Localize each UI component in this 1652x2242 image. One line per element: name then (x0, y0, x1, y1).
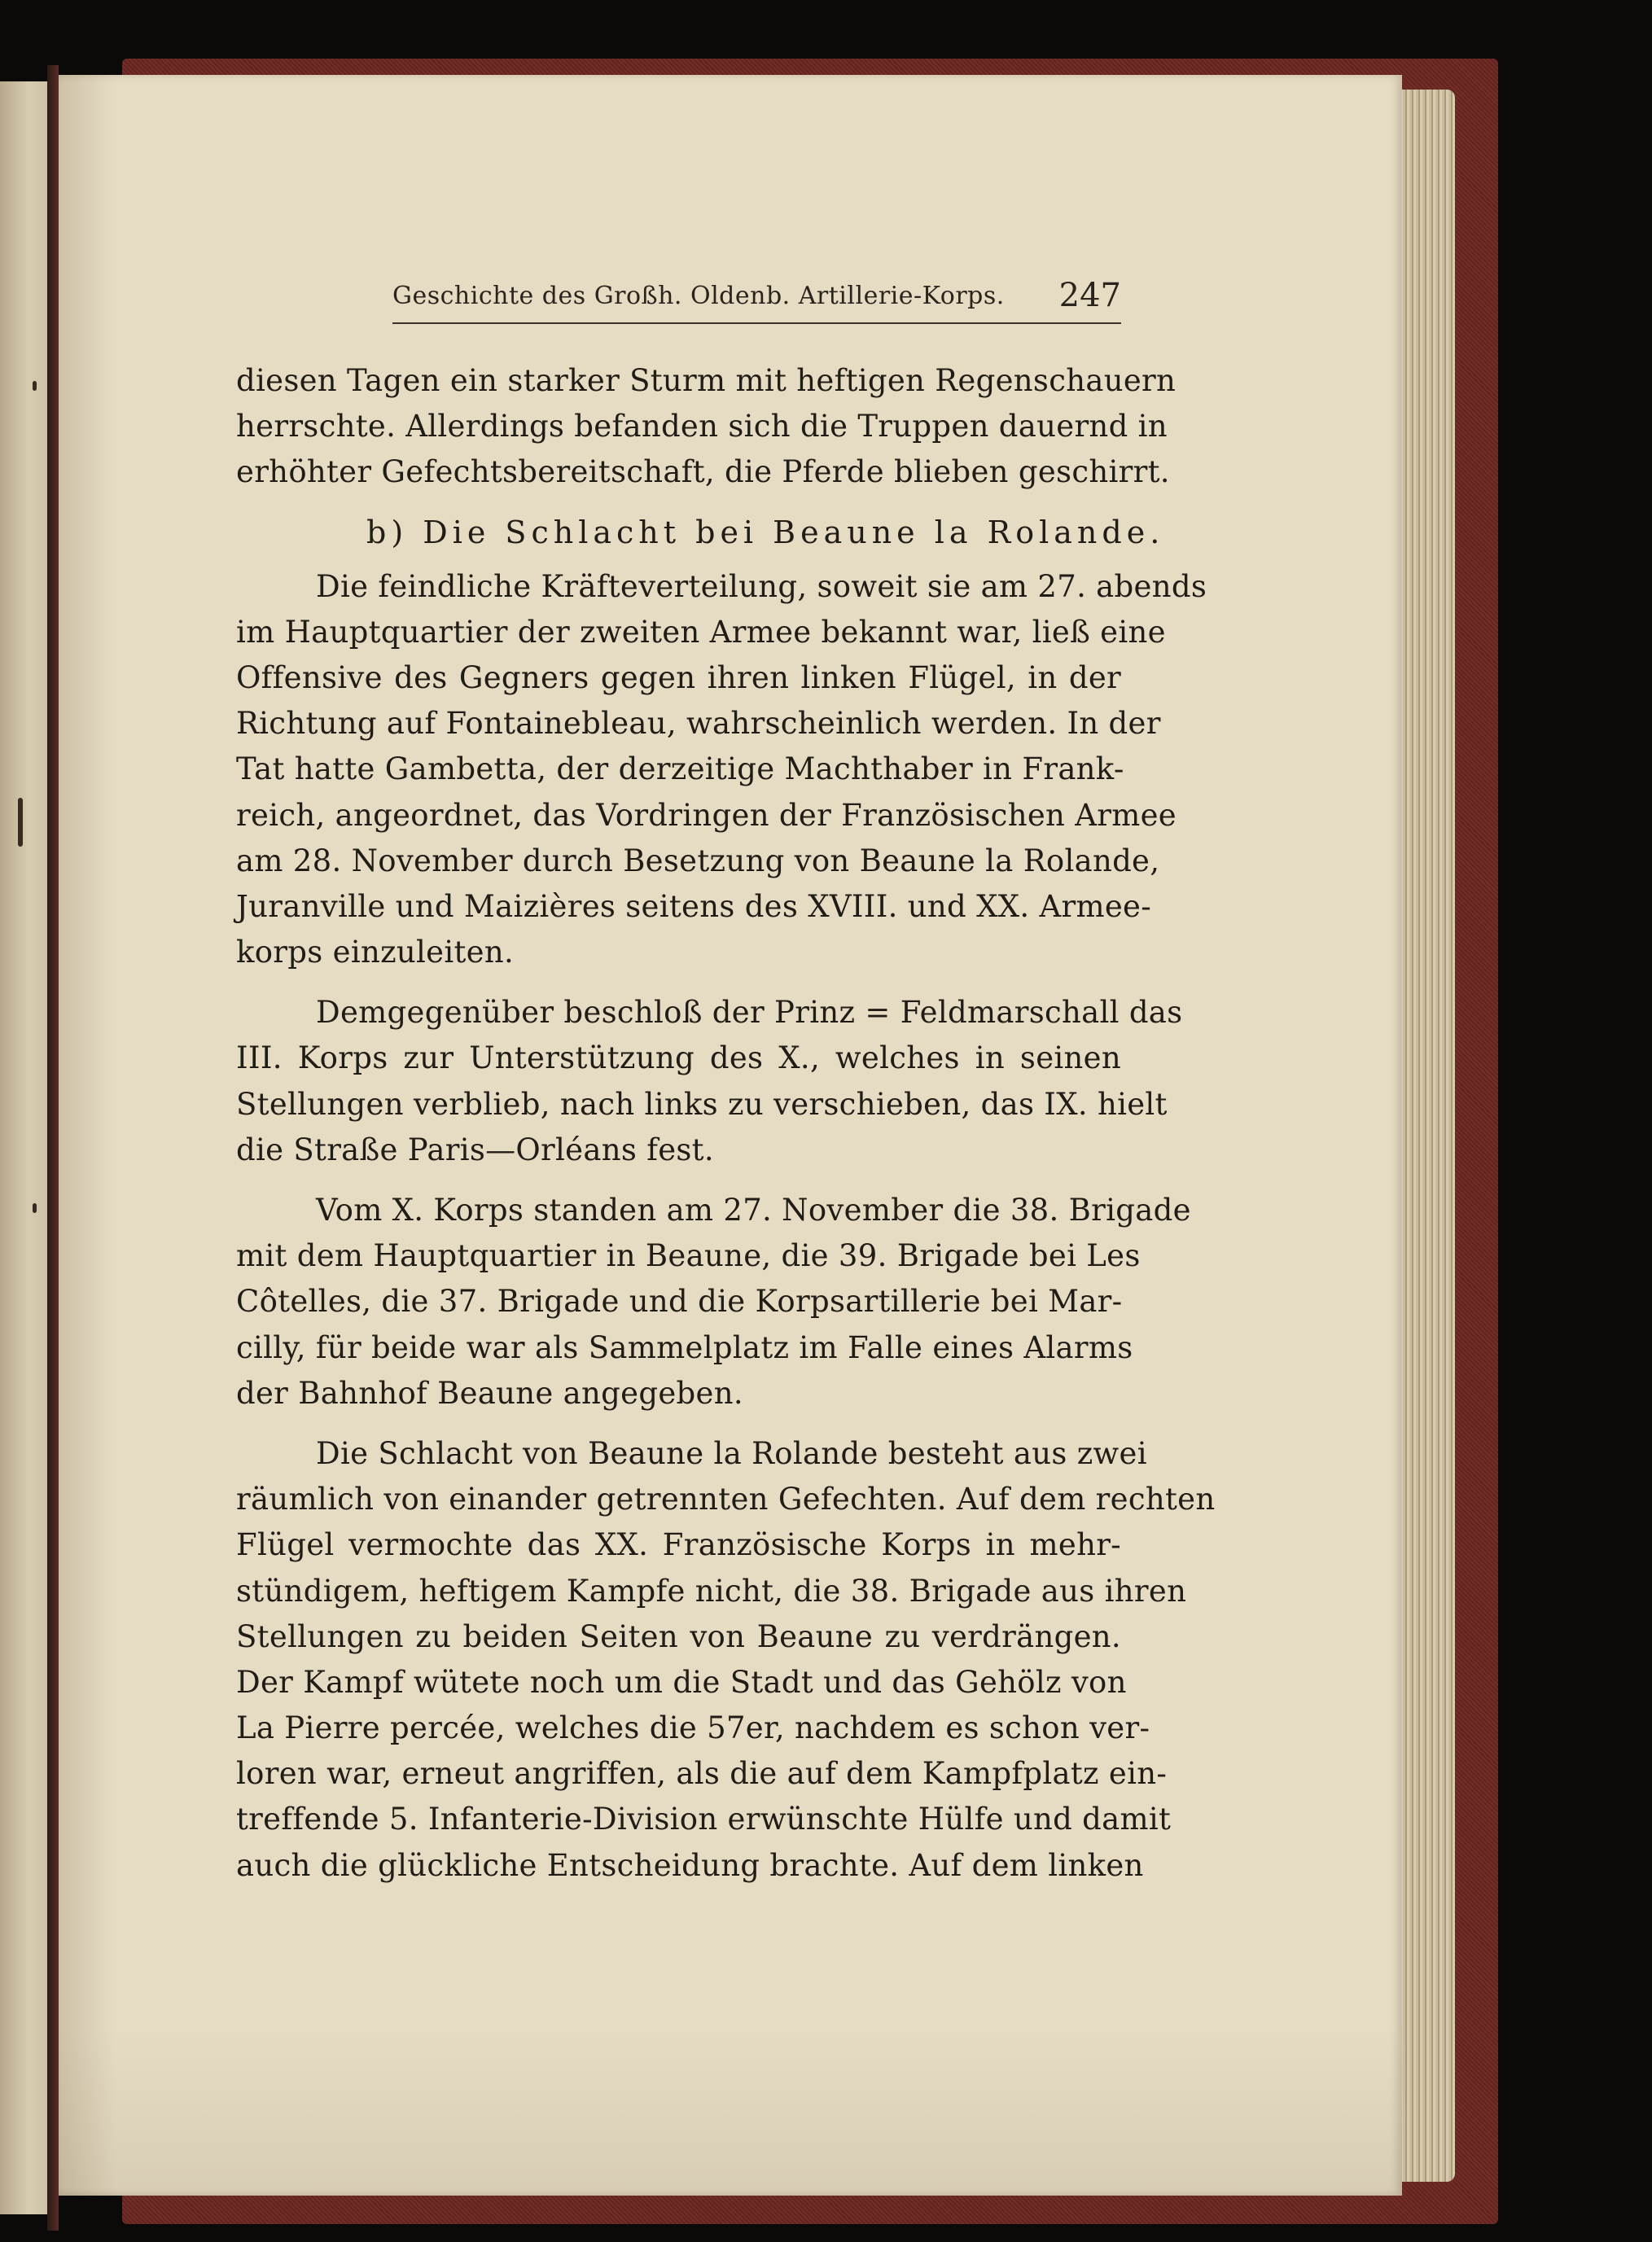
text-line: Vom X. Korps standen am 27. November die 38. Brigade (316, 1193, 1191, 1228)
text-line: Tat hatte Gambetta, der derzeitige Machthaber in Frank- (236, 751, 1124, 787)
text-line: III. Korps zur Unterstützung des X., welches in seinen (236, 1040, 1121, 1076)
text-line: am 28. November durch Besetzung von Beaune la Rolande, (236, 843, 1160, 878)
paragraph-gap (236, 975, 1121, 990)
text-line: Juranville und Maizières seitens des XVIII. und XX. Armee- (236, 888, 1152, 924)
text-line: reich, angeordnet, das Vordringen der Französischen Armee (236, 797, 1177, 833)
text-line: räumlich von einander getrennten Gefechten. Auf dem rechten (236, 1482, 1216, 1517)
header-rule (392, 322, 1121, 324)
text-line: cilly, für beide war als Sammelplatz im Falle eines Alarms (236, 1329, 1133, 1365)
section-heading: b) Die Schlacht bei Beaune la Rolande. (366, 514, 1165, 550)
text-line: Stellungen verblieb, nach links zu verschieben, das IX. hielt (236, 1086, 1168, 1122)
running-header (392, 278, 1121, 326)
text-line: stündigem, heftigem Kampfe nicht, die 38. Brigade aus ihren (236, 1573, 1187, 1609)
text-line: Stellungen zu beiden Seiten von Beaune zu verdrängen. (236, 1618, 1121, 1654)
text-line: mit dem Hauptquartier in Beaune, die 39. Brigade bei Les (236, 1238, 1141, 1274)
text-line: treffende 5. Infanterie-Division erwünschte Hülfe und damit (236, 1802, 1172, 1837)
text-line: Demgegenüber beschloß der Prinz = Feldmarschall das (316, 995, 1183, 1031)
text-line: der Bahnhof Beaune angegeben. (236, 1375, 743, 1411)
text-line: diesen Tagen ein starker Sturm mit heftigen Regenschauern (236, 363, 1177, 398)
margin-mark (33, 381, 37, 391)
text-line: Flügel vermochte das XX. Französische Korps in mehr- (236, 1527, 1121, 1563)
paragraph-gap (236, 1173, 1121, 1188)
text-line: Offensive des Gegners gegen ihren linken Flügel, in der (236, 659, 1121, 695)
paragraph (236, 564, 1207, 976)
book-gutter (47, 65, 59, 2231)
text-line: die Straße Paris—Orléans fest. (236, 1132, 714, 1167)
paragraph (236, 358, 1177, 496)
text-line: korps einzuleiten. (236, 935, 515, 970)
text-line: La Pierre percée, welches die 57er, nachdem es schon ver- (236, 1710, 1150, 1746)
text-line: Côtelles, die 37. Brigade und die Korpsartillerie bei Mar- (236, 1284, 1123, 1320)
text-line: Richtung auf Fontainebleau, wahrscheinlich werden. In der (236, 706, 1161, 742)
paragraph (236, 1431, 1216, 1889)
text-line: herrschte. Allerdings befanden sich die Truppen dauernd in (236, 409, 1168, 444)
text-line: auch die glückliche Entscheidung brachte. Auf dem linken (236, 1847, 1144, 1883)
text-line: Die Schlacht von Beaune la Rolande besteht aus zwei (316, 1435, 1147, 1471)
page-number: 247 (1058, 277, 1121, 314)
text-line: Der Kampf wütete noch um die Stadt und das Gehölz von (236, 1664, 1127, 1700)
margin-mark (18, 798, 23, 847)
body-text (236, 358, 1216, 1889)
text-line: erhöhter Gefechtsbereitschaft, die Pferde blieben geschirrt. (236, 454, 1170, 490)
facing-page-edge (0, 81, 47, 2214)
text-line: Die feindliche Kräfteverteilung, soweit sie am 27. abends (316, 568, 1207, 604)
page-edges (1396, 90, 1455, 2182)
text-line: im Hauptquartier der zweiten Armee bekannt war, ließ eine (236, 614, 1166, 650)
running-title: Geschichte des Großh. Oldenb. Artillerie-Korps. (392, 282, 1005, 310)
paragraph (236, 1188, 1191, 1417)
paragraph-gap (236, 1417, 1121, 1431)
section-heading-wrap (236, 496, 1165, 564)
paragraph (236, 990, 1183, 1173)
margin-mark (33, 1203, 37, 1213)
text-line: loren war, erneut angriffen, als die auf dem Kampfplatz ein- (236, 1756, 1168, 1792)
